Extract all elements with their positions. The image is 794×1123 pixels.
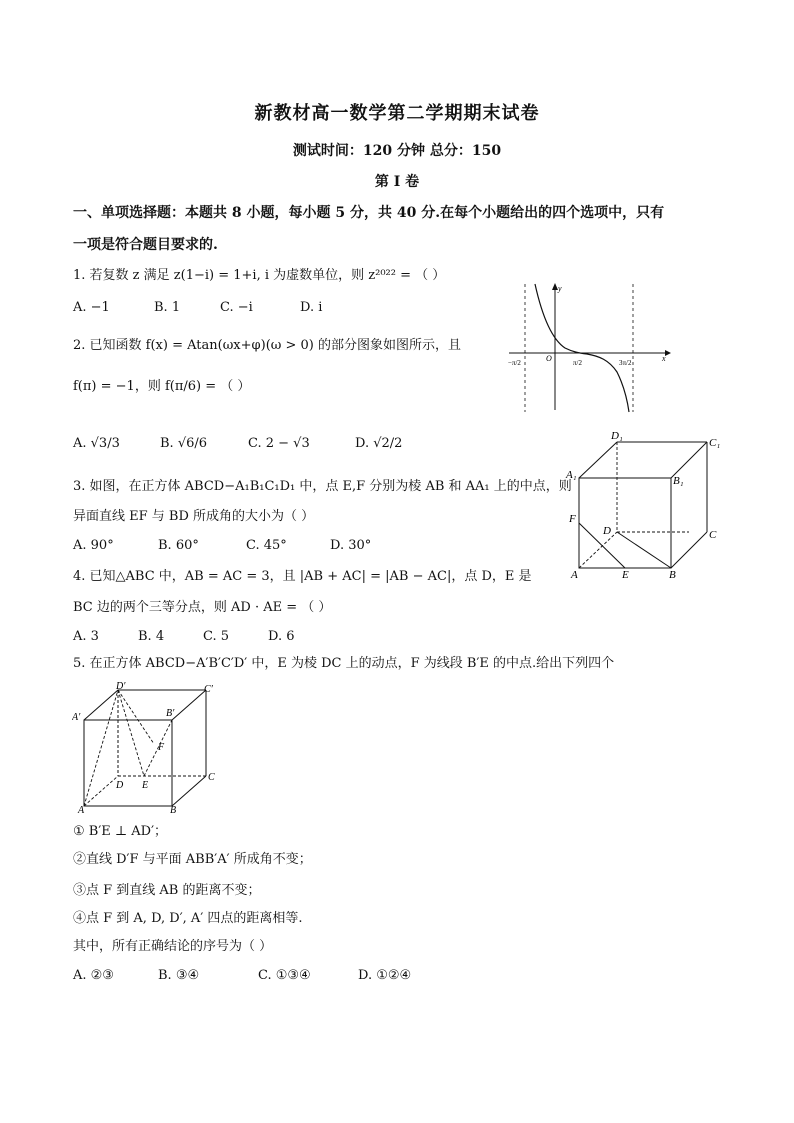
cube2-label-B: B [170,805,177,815]
cube1-label-A1: A₁ [566,469,577,481]
cube1-label-B: B [669,569,676,580]
q1-option-a: A. −1 [73,300,110,315]
q2-option-b: B. √6/6 [160,436,208,451]
q4-option-c: C. 5 [203,629,230,644]
q5-option-d: D. ①②④ [358,968,412,983]
cube1-label-D1: D₁ [611,430,623,442]
cube2-label-Cp: C′ [204,684,213,695]
cube1-label-A: A [571,569,578,580]
q4-stem-line1: 4. 已知△ABC 中，AB = AC = 3，且 |AB + AC| = |AB − AC|，点 D，E 是 [73,569,532,584]
q5-option-c: C. ①③④ [258,968,311,983]
q3-stem-line1: 3. 如图，在正方体 ABCD−A₁B₁C₁D₁ 中，点 E,F 分别为棱 AB 和 AA₁ 上的中点，则 [73,479,572,494]
q5-claim-2: ②直线 D′F 与平面 ABB′A′ 所成角不变； [73,852,312,867]
section-heading-line2: 一项是符合题目要求的. [73,237,218,253]
cube1-label-B1: B₁ [673,475,684,487]
graph-tick-three-half-pi: 3π/2 [619,359,632,367]
q5-claim-1: ① B′E ⊥ AD′； [73,824,168,839]
cube2-label-F: F [158,742,165,753]
cube2-label-D: D [116,780,124,791]
section-heading-line1: 一、单项选择题：本题共 8 小题，每小题 5 分，共 40 分.在每个小题给出的四个选项中，只有 [73,205,665,221]
q2-stem-line1: 2. 已知函数 f(x) = Atan(ωx+φ)(ω > 0) 的部分图象如图所示，且 [73,338,461,353]
q3-option-a: A. 90° [73,538,114,553]
q3-stem-line2: 异面直线 EF 与 BD 所成角的大小为（ ） [73,509,315,524]
q3-option-c: C. 45° [246,538,287,553]
q1-option-b: B. 1 [154,300,181,315]
graph-y-label: y [558,284,562,293]
exam-subtitle: 测试时间：120 分钟 总分：150 [292,143,502,159]
q4-stem-line2: BC 边的两个三等分点，则 AD · AE = （ ） [73,600,332,615]
q2-option-c: C. 2 − √3 [248,436,310,451]
graph-x-label: x [662,354,666,363]
cube1-label-C1: C₁ [709,437,721,449]
q3-option-b: B. 60° [158,538,199,553]
cube2-label-E: E [142,780,149,791]
q5-stem: 5. 在正方体 ABCD−A′B′C′D′ 中，E 为棱 DC 上的动点，F 为线段 B′E 的中点.给出下列四个 [73,656,615,671]
cube1-label-C: C [709,529,717,541]
q3-option-d: D. 30° [330,538,372,553]
graph-origin-label: O [546,354,552,363]
cube2-label-C: C [208,772,215,783]
q1-stem: 1. 若复数 z 满足 z(1−i) = 1+i, i 为虚数单位，则 z²⁰²² = （ ） [73,268,446,283]
q5-option-b: B. ③④ [158,968,200,983]
graph-tick-half-pi: π/2 [573,359,582,367]
graph-tick-neg-half-pi: −π/2 [508,359,521,367]
q2-tangent-graph [505,280,675,414]
q4-option-d: D. 6 [268,629,295,644]
exam-title: 新教材高一数学第二学期期末试卷 [254,103,540,124]
q4-option-b: B. 4 [138,629,165,644]
q5-question: 其中，所有正确结论的序号为（ ） [73,939,273,954]
q5-option-a: A. ②③ [73,968,114,983]
cube1-label-D: D [603,525,611,537]
cube2-label-Bp: B′ [166,708,175,719]
cube1-label-F: F [569,513,576,525]
volume-label: 第 I 卷 [374,174,420,190]
q2-option-d: D. √2/2 [355,436,403,451]
cube2-label-A: A [78,805,85,815]
cube1-label-E: E [622,569,629,580]
q2-stem-line2: f(π) = −1，则 f(π/6) = （ ） [73,379,251,394]
q4-option-a: A. 3 [73,629,99,644]
q5-cube-figure [72,680,222,815]
cube2-label-Ap: A′ [72,712,81,723]
q5-claim-4: ④点 F 到 A, D, D′, A′ 四点的距离相等. [73,911,303,926]
q5-claim-3: ③点 F 到直线 AB 的距离不变； [73,883,261,898]
q2-option-a: A. √3/3 [73,436,120,451]
q3-cube-figure [565,428,725,580]
q1-option-d: D. i [300,300,323,315]
cube2-label-Dp: D′ [116,681,126,692]
q1-option-c: C. −i [220,300,253,315]
